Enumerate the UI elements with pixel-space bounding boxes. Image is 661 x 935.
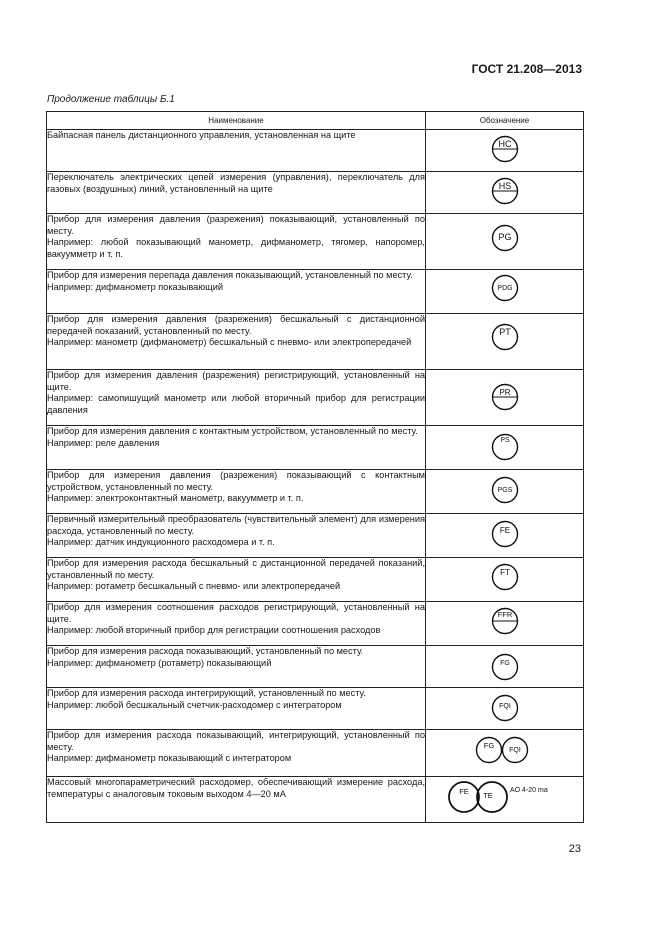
table-caption: Продолжение таблицы Б.1: [47, 94, 175, 105]
symbol-label: PR: [499, 388, 511, 397]
row-name: Байпасная панель дистанционного управления, установленная на щите: [47, 130, 426, 172]
instrument-symbol: [426, 558, 584, 601]
instrument-symbol: [426, 470, 584, 513]
table-header-row: [47, 112, 584, 130]
table-row: [47, 370, 584, 426]
table-row: [47, 426, 584, 470]
symbol-label: FG: [500, 660, 510, 667]
symbols-table: [46, 111, 584, 823]
row-name: Прибор для измерения давления (разрежения) регистрирующий, установленный на щите. Например: самопишущий манометр или любой вторичный прибор для регистрации давления: [47, 370, 426, 426]
table-row: [47, 130, 584, 172]
instrument-symbol: [426, 688, 584, 729]
symbol-label: HS: [498, 181, 512, 191]
symbol-label: PDG: [497, 285, 513, 292]
row-symbol-cell: [426, 370, 584, 426]
symbol-label: PS: [500, 437, 510, 444]
table-row: [47, 214, 584, 270]
table-row: [47, 270, 584, 314]
instrument-symbol-pair: [426, 730, 584, 776]
row-symbol-cell: [426, 730, 584, 777]
table-row: [47, 688, 584, 730]
instrument-symbol: [426, 270, 584, 313]
symbol-label: HC: [498, 139, 512, 149]
row-symbol-cell: [426, 558, 584, 602]
symbol-label: FQI: [509, 747, 521, 754]
row-name: Прибор для измерения давления с контактным устройством, установленный по месту. Например: реле давления: [47, 426, 426, 470]
row-name: Прибор для измерения давления (разрежения) бесшкальный с дистанционной передачей показаний, установленный по месту. Например: манометр (дифманометр) бесшкальный с пневмо- или электропередачей: [47, 314, 426, 370]
row-name: Переключатель электрических цепей измерения (управления), переключатель для газовых (воздушных) линий, установленный на щите: [47, 172, 426, 214]
symbol-label: FT: [500, 568, 510, 577]
table-row: [47, 646, 584, 688]
row-name: Прибор для измерения расхода показывающий, интегрирующий, установленный по месту. Например: дифманометр показывающий с интегратором: [47, 730, 426, 777]
instrument-symbol: [426, 314, 584, 369]
row-symbol-cell: [426, 602, 584, 646]
symbol-label: FE: [499, 526, 511, 535]
row-symbol-cell: [426, 688, 584, 730]
row-name: Прибор для измерения соотношения расходов регистрирующий, установленный на щите. Например: любой вторичный прибор для регистрации соотношения расходов: [47, 602, 426, 646]
instrument-symbol: [426, 602, 584, 645]
symbol-label: FFR: [497, 610, 513, 619]
row-symbol-cell: [426, 777, 584, 823]
row-name: Прибор для измерения давления (разрежения) показывающий с контактным устройством, установленный по месту. Например: электроконтактный манометр, вакуумметр и т. п.: [47, 470, 426, 514]
row-symbol-cell: [426, 426, 584, 470]
row-symbol-cell: [426, 314, 584, 370]
row-symbol-cell: [426, 646, 584, 688]
standard-number: ГОСТ 21.208—2013: [471, 62, 582, 76]
row-name: Прибор для измерения расхода интегрирующий, установленный по месту. Например: любой бесшкальный счетчик-расходомер с интегратором: [47, 688, 426, 730]
page-number: 23: [568, 843, 581, 855]
symbol-label: FE: [459, 787, 469, 796]
table-row: [47, 172, 584, 214]
symbol-label: FG: [483, 741, 495, 750]
column-header-name: Наименование: [47, 112, 426, 130]
table-row: [47, 777, 584, 823]
row-name: Прибор для измерения расхода показывающий, установленный по месту. Например: дифманометр (ротаметр) показывающий: [47, 646, 426, 688]
row-symbol-cell: [426, 514, 584, 558]
output-annotation: AO 4-20 ma: [510, 787, 548, 794]
symbol-label: PG: [498, 232, 512, 242]
row-symbol-cell: [426, 470, 584, 514]
symbol-label: PT: [499, 327, 511, 337]
instrument-symbol: [426, 172, 584, 213]
symbol-label: FQI: [499, 703, 511, 710]
table-row: [47, 514, 584, 558]
instrument-symbol: [426, 646, 584, 687]
row-name: Прибор для измерения давления (разрежения) показывающий, установленный по месту. Например: любой показывающий манометр, дифманометр, тягомер, напоромер, вакуумметр и т. п.: [47, 214, 426, 270]
row-symbol-cell: [426, 270, 584, 314]
table-row: [47, 730, 584, 777]
row-symbol-cell: [426, 172, 584, 214]
table-row: [47, 558, 584, 602]
symbol-label: PGS: [497, 487, 513, 494]
table-row: [47, 314, 584, 370]
instrument-symbol: [426, 426, 584, 469]
row-name: Прибор для измерения расхода бесшкальный с дистанционной передачей показаний, установленный по месту. Например: ротаметр бесшкальный с пневмо- или электропередачей: [47, 558, 426, 602]
table-body: [47, 130, 584, 823]
table-row: [47, 470, 584, 514]
row-name: Первичный измерительный преобразователь (чувствительный элемент) для измерения расхода, установленный по месту. Например: датчик индукционного расходомера и т. п.: [47, 514, 426, 558]
instrument-symbol: [426, 370, 584, 425]
instrument-symbol: [426, 214, 584, 269]
instrument-symbol: [426, 514, 584, 557]
row-symbol-cell: [426, 214, 584, 270]
row-symbol-cell: [426, 130, 584, 172]
table-row: [47, 602, 584, 646]
row-name: Массовый многопараметрический расходомер, обеспечивающий измерение расхода, температуры с аналоговым токовым выходом 4—20 мА: [47, 777, 426, 823]
column-header-symbol: Обозначение: [426, 112, 584, 130]
symbol-label: TE: [483, 791, 493, 800]
instrument-symbol-pair: [426, 777, 584, 822]
row-name: Прибор для измерения перепада давления показывающий, установленный по месту. Например: дифманометр показывающий: [47, 270, 426, 314]
instrument-symbol: [426, 130, 584, 171]
